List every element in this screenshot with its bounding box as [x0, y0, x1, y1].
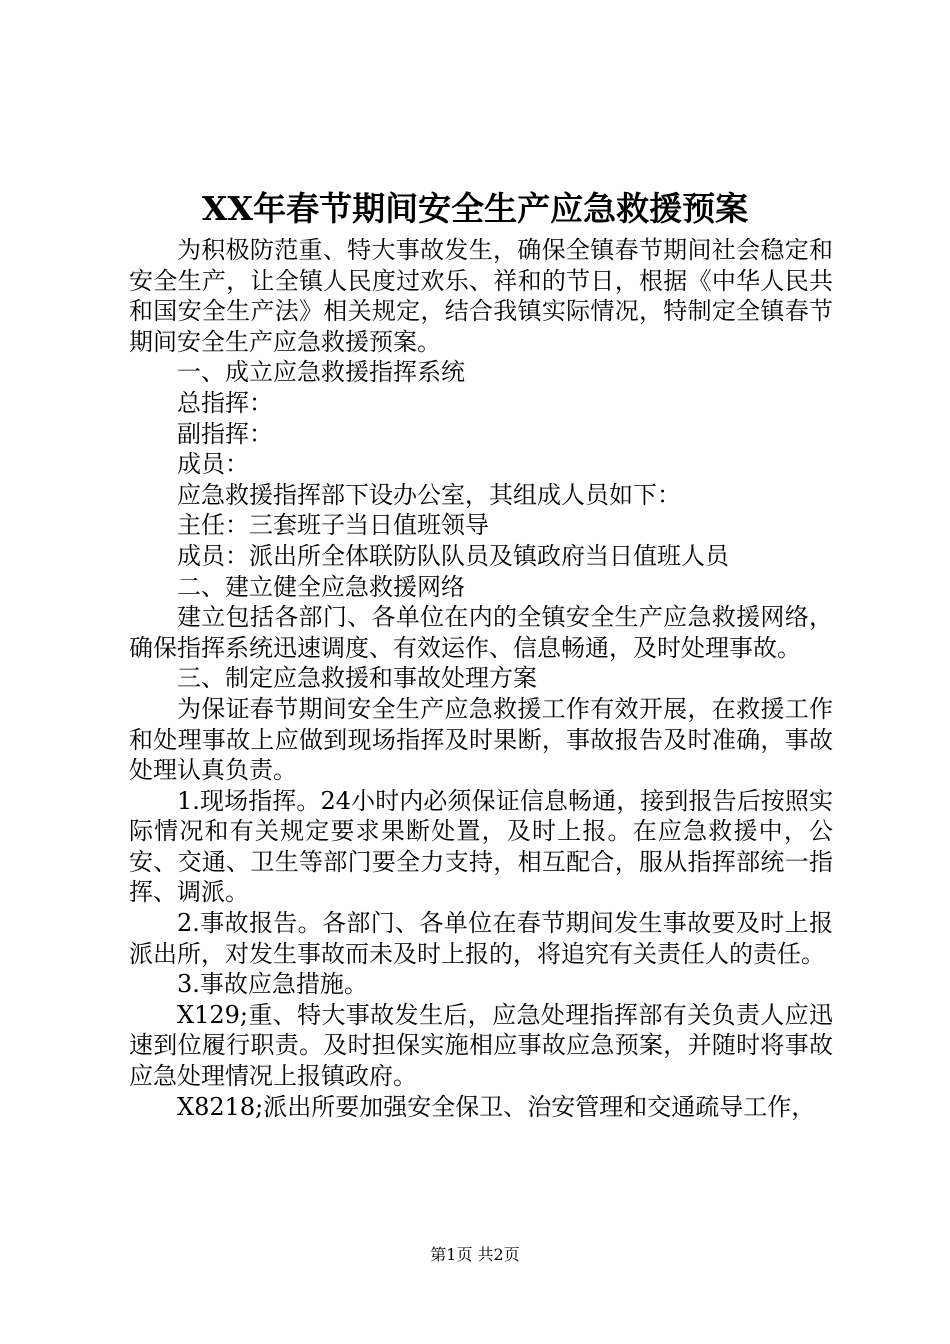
section-heading-1: 一、成立应急救援指挥系统 [177, 358, 465, 387]
section-heading-3: 三、制定应急救援和事故处理方案 [177, 664, 537, 693]
paragraph-network: 建立包括各部门、各单位在内的全镇安全生产应急救援网络，确保指挥系统迅速调度、有效运作、信息畅通，及时处理事故。 [129, 603, 833, 662]
paragraph-intro: 为积极防范重、特大事故发生，确保全镇春节期间社会稳定和安全生产，让全镇人民度过欢乐、祥和的节日，根据《中华人民共和国安全生产法》相关规定，结合我镇实际情况，特制定全镇春节期间安全生产应急救援预案。 [129, 236, 833, 356]
paragraph-item-3: 3.事故应急措施。 [177, 970, 368, 999]
paragraph-measure-b: X8218;派出所要加强安全保卫、治安管理和交通疏导工作， [177, 1092, 816, 1121]
field-deputy-commander: 副指挥： [177, 419, 273, 448]
document-body [129, 235, 833, 1122]
paragraph-item-2: 2.事故报告。各部门、各单位在春节期间发生事故要及时上报派出所，对发生事故而未及时上报的，将追究有关责任人的责任。 [129, 909, 833, 968]
section-heading-2: 二、建立健全应急救援网络 [177, 572, 465, 601]
paragraph-measure-a: X129;重、特大事故发生后，应急处理指挥部有关负责人应迅速到位履行职责。及时担保实施相应事故应急预案，并随时将事故应急处理情况上报镇政府。 [129, 1000, 833, 1091]
paragraph-item-1: 1.现场指挥。24小时内必须保证信息畅通，接到报告后按照实际情况和有关规定要求果断处置，及时上报。在应急救援中，公安、交通、卫生等部门要全力支持，相互配合，服从指挥部统一指挥、调派。 [129, 786, 833, 907]
field-commander: 总指挥： [177, 388, 273, 417]
field-director: 主任：三套班子当日值班领导 [177, 511, 489, 540]
document-title: XX年春节期间安全生产应急救援预案 [201, 189, 749, 228]
paragraph-office: 应急救援指挥部下设办公室，其组成人员如下： [177, 480, 681, 509]
page-footer: 第1页 共2页 [430, 1245, 520, 1264]
field-members: 成员： [177, 450, 249, 479]
field-office-members: 成员：派出所全体联防队队员及镇政府当日值班人员 [177, 541, 729, 570]
paragraph-plan: 为保证春节期间安全生产应急救援工作有效开展，在救援工作和处理事故上应做到现场指挥及时果断，事故报告及时准确，事故处理认真负责。 [129, 694, 833, 785]
